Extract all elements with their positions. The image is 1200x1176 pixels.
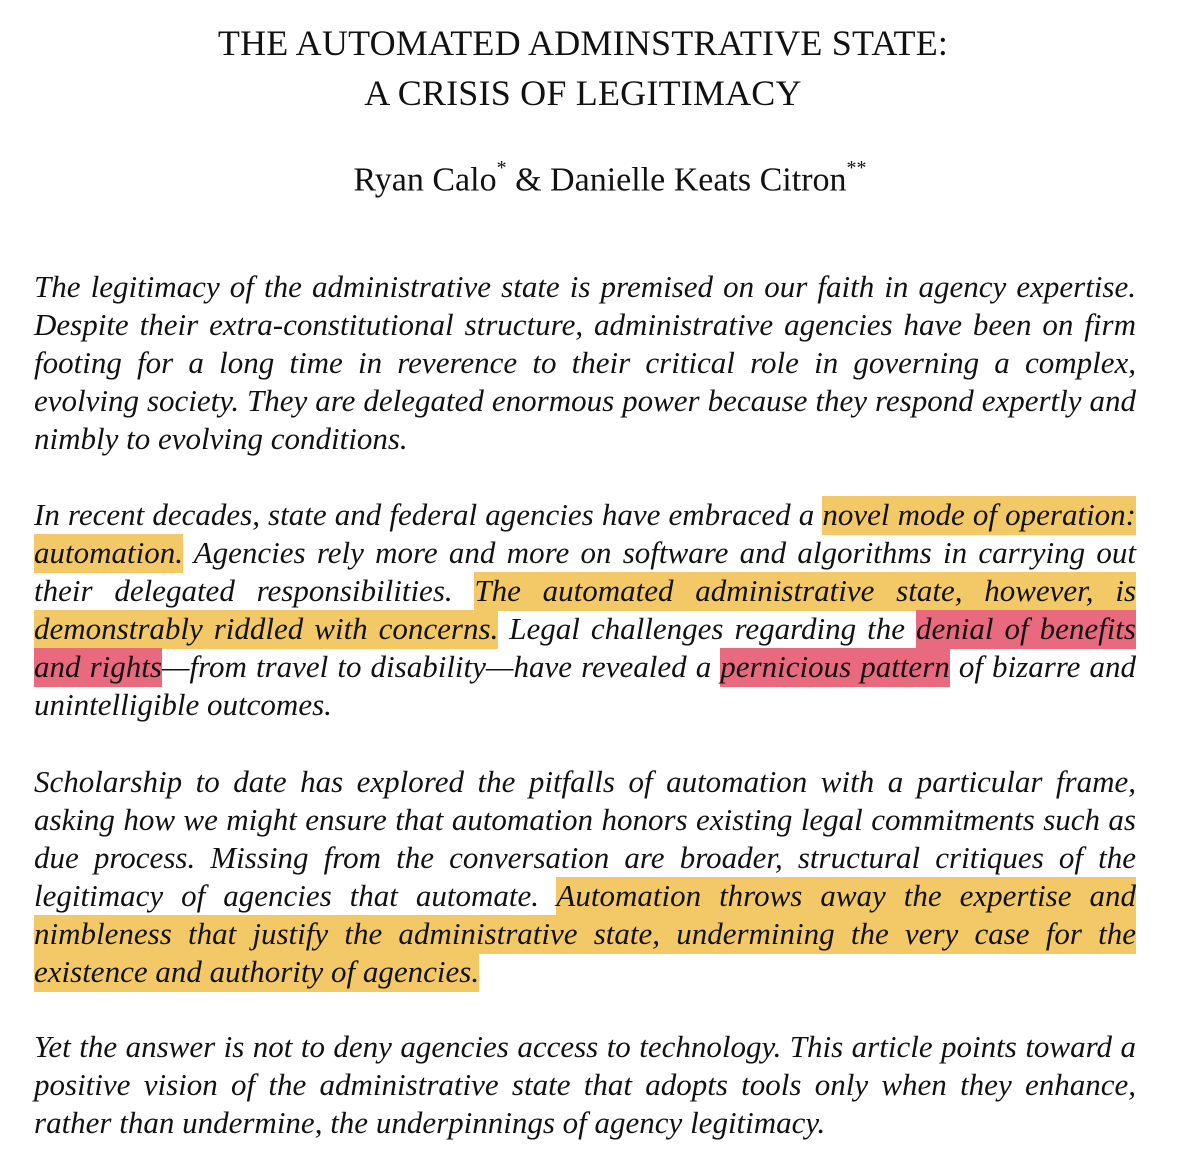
title-line-1: THE AUTOMATED ADMINSTRATIVE STATE: bbox=[217, 23, 949, 63]
author-joiner: & bbox=[506, 161, 551, 199]
abstract-paragraph-3 bbox=[34, 763, 1136, 991]
author-calo-footnote-mark: * bbox=[496, 157, 507, 179]
highlight-riddled-with-concerns: The automated administrative state, however, is demonstrably riddled with concerns. bbox=[34, 572, 1136, 649]
author-citron: Danielle Keats Citron bbox=[550, 161, 847, 199]
highlight-automation-throws-away: Automation throws away the expertise and nimbleness that justify the administrative state, undermining the very case for the existence and authority of agencies. bbox=[34, 877, 1136, 992]
highlight-denial-of-benefits: denial of benefits and rights bbox=[34, 610, 1136, 687]
paragraph-3-text-1: Scholarship to date has explored the pitfalls of automation with a particular frame, asking how we might ensure that automation honors existing legal commitments such as due process. Missing from the conversation are broader, structural critiques of the legitimacy of agencies that automate. bbox=[34, 764, 1136, 913]
abstract-paragraph-2 bbox=[34, 496, 1136, 724]
paragraph-2-text-4: —from travel to disability—have revealed a bbox=[161, 649, 721, 684]
abstract-paragraph-1: The legitimacy of the administrative state is premised on our faith in agency expertise. Despite their extra-constitutional structure, administrative agencies have been on firm footing for a long time in reverence to their critical role in governing a complex, evolving society. They are delegated enormous power because they respond expertly and nimbly to evolving conditions. bbox=[34, 269, 1136, 456]
author-calo: Ryan Calo bbox=[353, 161, 497, 199]
paragraph-2-text-1: In recent decades, state and federal agencies have embraced a bbox=[34, 497, 823, 532]
paragraph-2-text-5: of bizarre and unintelligible outcomes. bbox=[34, 649, 1136, 722]
author-citron-footnote-mark: ** bbox=[846, 157, 867, 179]
highlight-novel-mode: novel mode of operation: automation. bbox=[34, 496, 1136, 573]
highlight-pernicious-pattern: pernicious pattern bbox=[720, 648, 950, 687]
abstract-paragraph-4: Yet the answer is not to deny agencies access to technology. This article points toward a positive vision of the administrative state that adopts tools only when they enhance, rather than undermine, the underpinnings of agency legitimacy. bbox=[34, 1029, 1136, 1140]
title-line-2: A CRISIS OF LEGITIMACY bbox=[364, 73, 802, 113]
paragraph-2-text-3: Legal challenges regarding the bbox=[498, 611, 916, 646]
paper-title bbox=[0, 18, 1166, 118]
author-line bbox=[0, 152, 1200, 200]
paragraph-2-text-2: Agencies rely more and more on software and algorithms in carrying out their delegated responsibilities. bbox=[34, 535, 1136, 608]
